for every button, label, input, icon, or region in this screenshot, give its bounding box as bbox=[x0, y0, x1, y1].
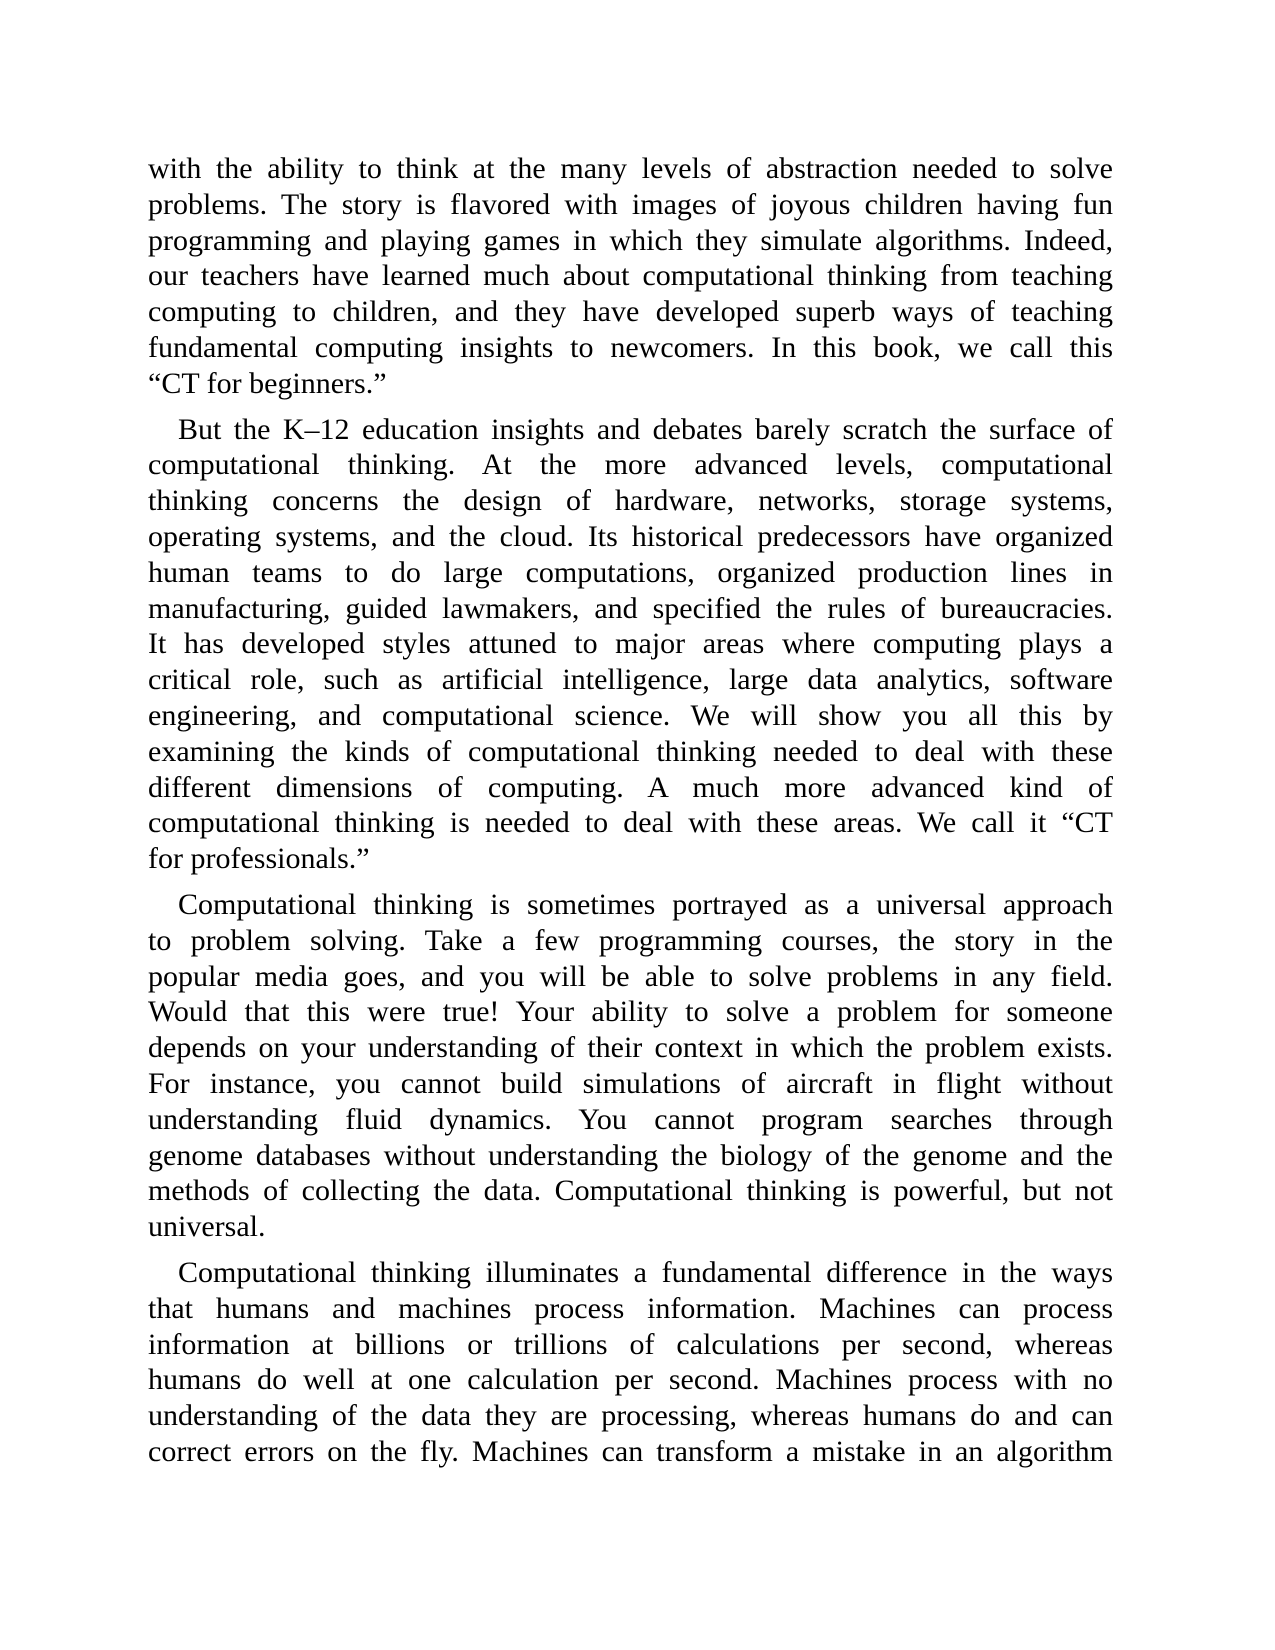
text-line: information at billions or trillions of calculations per second, whereas bbox=[148, 1327, 1113, 1361]
text-line: methods of collecting the data. Computational thinking is powerful, but not bbox=[148, 1174, 1113, 1208]
paragraph bbox=[148, 151, 1113, 402]
text-line: computing to children, and they have developed superb ways of teaching bbox=[148, 295, 1113, 329]
text-line: universal. bbox=[148, 1210, 266, 1244]
text-line: that humans and machines process information. Machines can process bbox=[148, 1291, 1113, 1325]
text-line: problems. The story is flavored with images of joyous children having fun bbox=[148, 187, 1113, 221]
text-line: with the ability to think at the many levels of abstraction needed to solve bbox=[148, 152, 1113, 185]
text-line: different dimensions of computing. A much more advanced kind of bbox=[148, 770, 1113, 804]
text-line: to problem solving. Take a few programming courses, the story in the bbox=[148, 923, 1113, 957]
page-text-block bbox=[148, 151, 1113, 1470]
text-line: understanding of the data they are processing, whereas humans do and can bbox=[148, 1399, 1113, 1433]
text-line: computational thinking. At the more advanced levels, computational bbox=[148, 448, 1113, 482]
text-line: manufacturing, guided lawmakers, and specified the rules of bureaucracies. bbox=[148, 591, 1113, 625]
text-line: Would that this were true! Your ability to solve a problem for someone bbox=[148, 995, 1113, 1029]
paragraph bbox=[148, 887, 1113, 1245]
text-line: But the K–12 education insights and debates barely scratch the surface of bbox=[178, 412, 1113, 446]
text-line: our teachers have learned much about computational thinking from teaching bbox=[148, 259, 1113, 293]
text-line: popular media goes, and you will be able to solve problems in any field. bbox=[148, 959, 1113, 993]
paragraph bbox=[148, 1255, 1113, 1470]
text-line: thinking concerns the design of hardware, networks, storage systems, bbox=[148, 484, 1113, 518]
text-line: genome databases without understanding the biology of the genome and the bbox=[148, 1138, 1113, 1172]
text-line: fundamental computing insights to newcomers. In this book, we call this bbox=[148, 330, 1113, 364]
paragraph bbox=[148, 412, 1113, 877]
text-line: examining the kinds of computational thinking needed to deal with these bbox=[148, 734, 1113, 768]
text-line: For instance, you cannot build simulations of aircraft in flight without bbox=[148, 1066, 1113, 1100]
text-line: humans do well at one calculation per second. Machines process with no bbox=[148, 1363, 1113, 1397]
text-line: Computational thinking illuminates a fundamental difference in the ways bbox=[178, 1255, 1113, 1289]
text-line: It has developed styles attuned to major areas where computing plays a bbox=[148, 627, 1113, 661]
text-line: Computational thinking is sometimes portrayed as a universal approach bbox=[178, 887, 1113, 921]
text-line: critical role, such as artificial intelligence, large data analytics, software bbox=[148, 663, 1113, 697]
text-line: correct errors on the fly. Machines can transform a mistake in an algorithm bbox=[148, 1434, 1113, 1468]
text-line: programming and playing games in which they simulate algorithms. Indeed, bbox=[148, 223, 1113, 257]
text-line: computational thinking is needed to deal with these areas. We call it “CT bbox=[148, 806, 1113, 840]
text-line: human teams to do large computations, organized production lines in bbox=[148, 555, 1113, 589]
text-line: “CT for beginners.” bbox=[148, 366, 387, 400]
text-line: operating systems, and the cloud. Its historical predecessors have organized bbox=[148, 519, 1113, 553]
text-line: understanding fluid dynamics. You cannot program searches through bbox=[148, 1102, 1113, 1136]
text-line: depends on your understanding of their context in which the problem exists. bbox=[148, 1031, 1113, 1065]
text-line: engineering, and computational science. We will show you all this by bbox=[148, 698, 1113, 732]
text-line: for professionals.” bbox=[148, 842, 370, 876]
